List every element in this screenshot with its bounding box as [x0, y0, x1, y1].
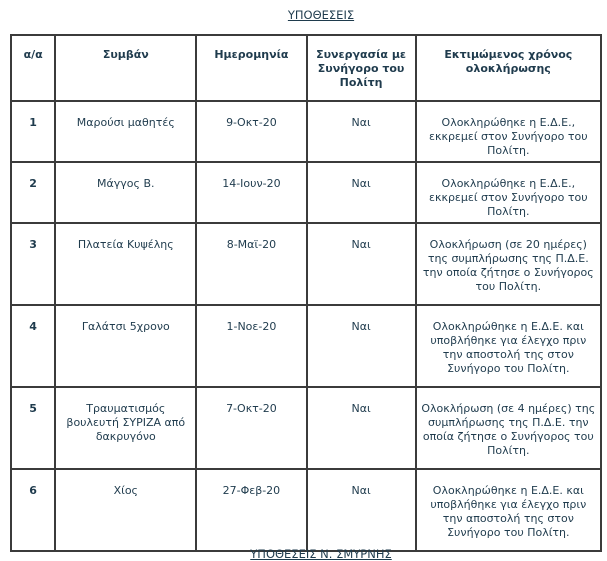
next-section-title: ΥΠΟΘΕΣΕΙΣ Ν. ΣΜΥΡΝΗΣ	[250, 547, 392, 561]
table-row	[11, 387, 601, 469]
row-num: 2	[11, 162, 55, 223]
table-row	[11, 469, 601, 551]
row-date: 7-Οκτ-20	[196, 387, 306, 469]
page-title: ΥΠΟΘΕΣΕΙΣ	[287, 8, 355, 22]
header-num: α/α	[11, 35, 55, 101]
row-event: Χίος	[55, 469, 196, 551]
row-coop: Ναι	[307, 305, 416, 387]
row-num: 5	[11, 387, 55, 469]
row-estimate: Ολοκληρώθηκε η Ε.Δ.Ε., εκκρεμεί στον Συνήγορο του Πολίτη.	[416, 101, 601, 162]
table-row	[11, 162, 601, 223]
row-coop: Ναι	[307, 162, 416, 223]
row-estimate: Ολοκληρώθηκε η Ε.Δ.Ε., εκκρεμεί στον Συνήγορο του Πολίτη.	[416, 162, 601, 223]
row-date: 27-Φεβ-20	[196, 469, 306, 551]
row-coop: Ναι	[307, 101, 416, 162]
row-num: 1	[11, 101, 55, 162]
row-num: 3	[11, 223, 55, 305]
row-date: 14-Ιουν-20	[196, 162, 306, 223]
row-coop: Ναι	[307, 469, 416, 551]
row-event: Μαρούσι μαθητές	[55, 101, 196, 162]
row-estimate: Ολοκλήρωση (σε 4 ημέρες) της συμπλήρωσης της Π.Δ.Ε. την οποία ζήτησε ο Συνήγορος του Πολίτη.	[416, 387, 601, 469]
row-coop: Ναι	[307, 387, 416, 469]
table-row	[11, 101, 601, 162]
row-estimate: Ολοκληρώθηκε η Ε.Δ.Ε. και υποβλήθηκε για έλεγχο πριν την αποστολή της στον Συνήγορο του Πολίτη.	[416, 305, 601, 387]
table-row	[11, 223, 601, 305]
row-estimate: Ολοκλήρωση (σε 20 ημέρες) της συμπλήρωσης της Π.Δ.Ε. την οποία ζήτησε ο Συνήγορος του Πολίτη.	[416, 223, 601, 305]
row-event: Τραυματισμός βουλευτή ΣΥΡΙΖΑ από δακρυγόνο	[55, 387, 196, 469]
cases-table	[10, 34, 602, 552]
header-estimate: Εκτιμώμενος χρόνος ολοκλήρωσης	[416, 35, 601, 101]
row-event: Μάγγος Β.	[55, 162, 196, 223]
row-estimate: Ολοκληρώθηκε η Ε.Δ.Ε. και υποβλήθηκε για έλεγχο πριν την αποστολή της στον Συνήγορο του Πολίτη.	[416, 469, 601, 551]
header-coop: Συνεργασία με Συνήγορο του Πολίτη	[307, 35, 416, 101]
row-num: 4	[11, 305, 55, 387]
row-event: Πλατεία Κυψέλης	[55, 223, 196, 305]
row-date: 1-Νοε-20	[196, 305, 306, 387]
row-num: 6	[11, 469, 55, 551]
table-header-row	[11, 35, 601, 101]
row-coop: Ναι	[307, 223, 416, 305]
table-row	[11, 305, 601, 387]
row-event: Γαλάτσι 5χρονο	[55, 305, 196, 387]
header-date: Ημερομηνία	[196, 35, 306, 101]
header-event: Συμβάν	[55, 35, 196, 101]
row-date: 9-Οκτ-20	[196, 101, 306, 162]
row-date: 8-Μαϊ-20	[196, 223, 306, 305]
